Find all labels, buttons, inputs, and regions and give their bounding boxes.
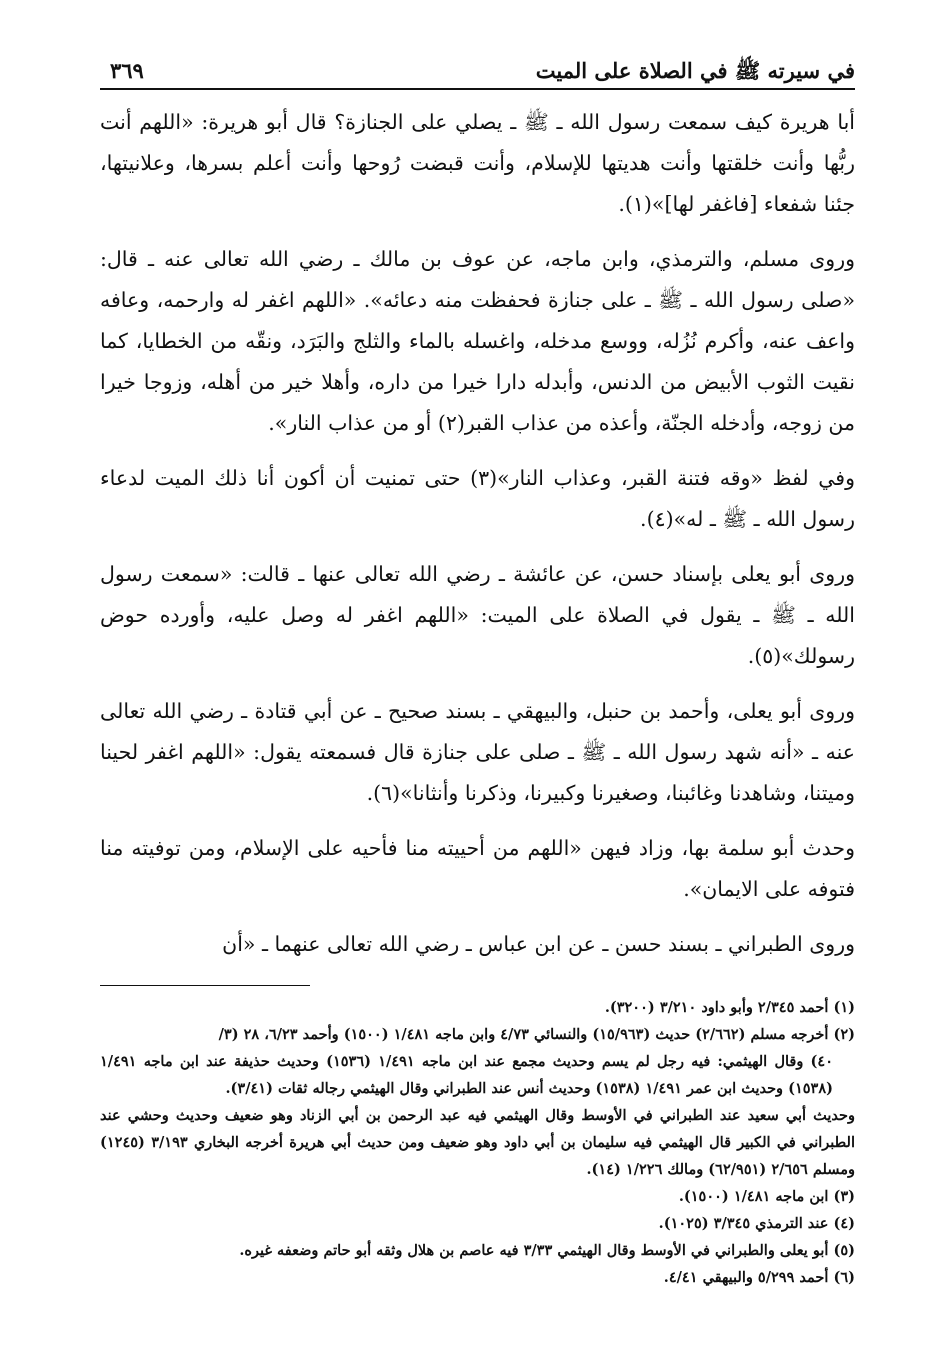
footnote: (٢) أخرجه مسلم (٢/٦٦٢) حديث (١٥/٩٦٣) والنسائي ٤/٧٣ وابن ماجه ١/٤٨١ (١٥٠٠) وأحمد ٦/٢٣، ٢٨ (٣/ [218, 1026, 855, 1043]
paragraph: وروى مسلم، والترمذي، وابن ماجه، عن عوف بن مالك ـ رضي الله تعالى عنه ـ قال: «صلى رسول الله ـ ﷺ ـ على جنازة فحفظت منه دعائه». «اللهم اغفر له وارحمه، وعافه واعف عنه، وأكرم نُزُله، ووسع مدخله، واغسله بالماء والثلج والبَرَد، ونقّه من الخطايا، كما نقيت الثوب الأبيض من الدنس، وأبدله دارا خيرا من داره، وأهلا خير من أهله، وزوجا خيرا من زوجه، وأدخله الجنّة، وأعذه من عذاب القبر(٢) أو من عذاب النار». [100, 247, 855, 435]
footnote-continuation: ٤٠) وقال الهيثمي: فيه رجل لم يسم وحديث مجمع عند ابن ماجه ١/٤٩١ (١٥٣٦) وحديث حذيفة عند ابن ماجه ١/٤٩١ (١٥٣٨) وحديث ابن عمر ١/٤٩١ (١٥٣٨) وحديث أنس عند الطبراني وقال الهيثمي رجاله ثقات (٣/٤١). [100, 1053, 833, 1097]
footnote: (٦) أحمد ٥/٢٩٩ والبيهقي ٤/٤١. [663, 1269, 855, 1286]
paragraph: وفي لفظ «وقه فتنة القبر، وعذاب النار»(٣) حتى تمنيت أن أكون أنا ذلك الميت لدعاء رسول الله ـ ﷺ ـ له»(٤). [100, 466, 855, 531]
footnote: (١) أحمد ٢/٣٤٥ وأبو داود ٣/٢١٠ (٣٢٠٠). [604, 999, 855, 1016]
paragraph: وروى الطبراني ـ بسند حسن ـ عن ابن عباس ـ رضي الله تعالى عنهما ـ «أن [222, 932, 855, 956]
paragraph: وروى أبو يعلى، وأحمد بن حنبل، والبيهقي ـ بسند صحيح ـ عن أبي قتادة ـ رضي الله تعالى عنه ـ «أنه شهد رسول الله ـ ﷺ ـ صلى على جنازة قال فسمعته يقول: «اللهم اغفر لحينا وميتنا، وشاهدنا وغائبنا، وصغيرنا وكبيرنا، وذكرنا وأنثانا»(٦). [100, 699, 855, 805]
footnote-divider [100, 985, 310, 986]
footnote: (٣) ابن ماجه ١/٤٨١ (١٥٠٠). [678, 1188, 855, 1205]
main-text [100, 102, 855, 965]
footnote: (٥) أبو يعلى والطبراني في الأوسط وقال الهيثمي ٣/٣٣ فيه عاصم بن هلال وثقه أبو حاتم وضعفه غيره. [239, 1242, 855, 1259]
paragraph: أبا هريرة كيف سمعت رسول الله ـ ﷺ ـ يصلي على الجنازة؟ قال أبو هريرة: «اللهم أنت ربُّها وأنت خلقتها وأنت هديتها للإسلام، وأنت قبضت رُوحها وأنت أعلم بسرها، وعلانيتها، جئنا شفعاء [فاغفر لها]»(١). [100, 110, 855, 216]
header-title: في سيرته ﷺ في الصلاة على الميت [535, 58, 855, 83]
footnote-continuation: وحديث أبي سعيد عند الطبراني في الأوسط وقال الهيثمي فيه عبد الرحمن بن أبي الزناد وهو ضعيف وحديث وحشي عند الطبراني في الكبير قال الهيثمي فيه سليمان بن أبي داود وهو ضعيف ومن حديث أبي هريرة أخرجه البخاري ٣/١٩٣ (١٢٤٥) ومسلم ٢/٦٥٦ (٦٢/٩٥١) ومالك ١/٢٢٦ (١٤). [100, 1107, 855, 1178]
paragraph: وروى أبو يعلى بإسناد حسن، عن عائشة ـ رضي الله تعالى عنها ـ قالت: «سمعت رسول الله ـ ﷺ ـ يقول في الصلاة على الميت: «اللهم اغفر له وصل عليه، وأورده حوض رسولك»(٥). [100, 562, 855, 668]
footnote: (٤) عند الترمذي ٣/٣٤٥ (١٠٢٥). [658, 1215, 855, 1232]
paragraph: وحدث أبو سلمة بها، وزاد فيهن «اللهم من أحييته منا فأحيه على الإسلام، ومن توفيته منا فتوفه على الايمان». [100, 836, 855, 901]
page-number: ٣٦٩ [110, 58, 144, 83]
running-header [100, 52, 855, 90]
footnotes [100, 994, 855, 1291]
